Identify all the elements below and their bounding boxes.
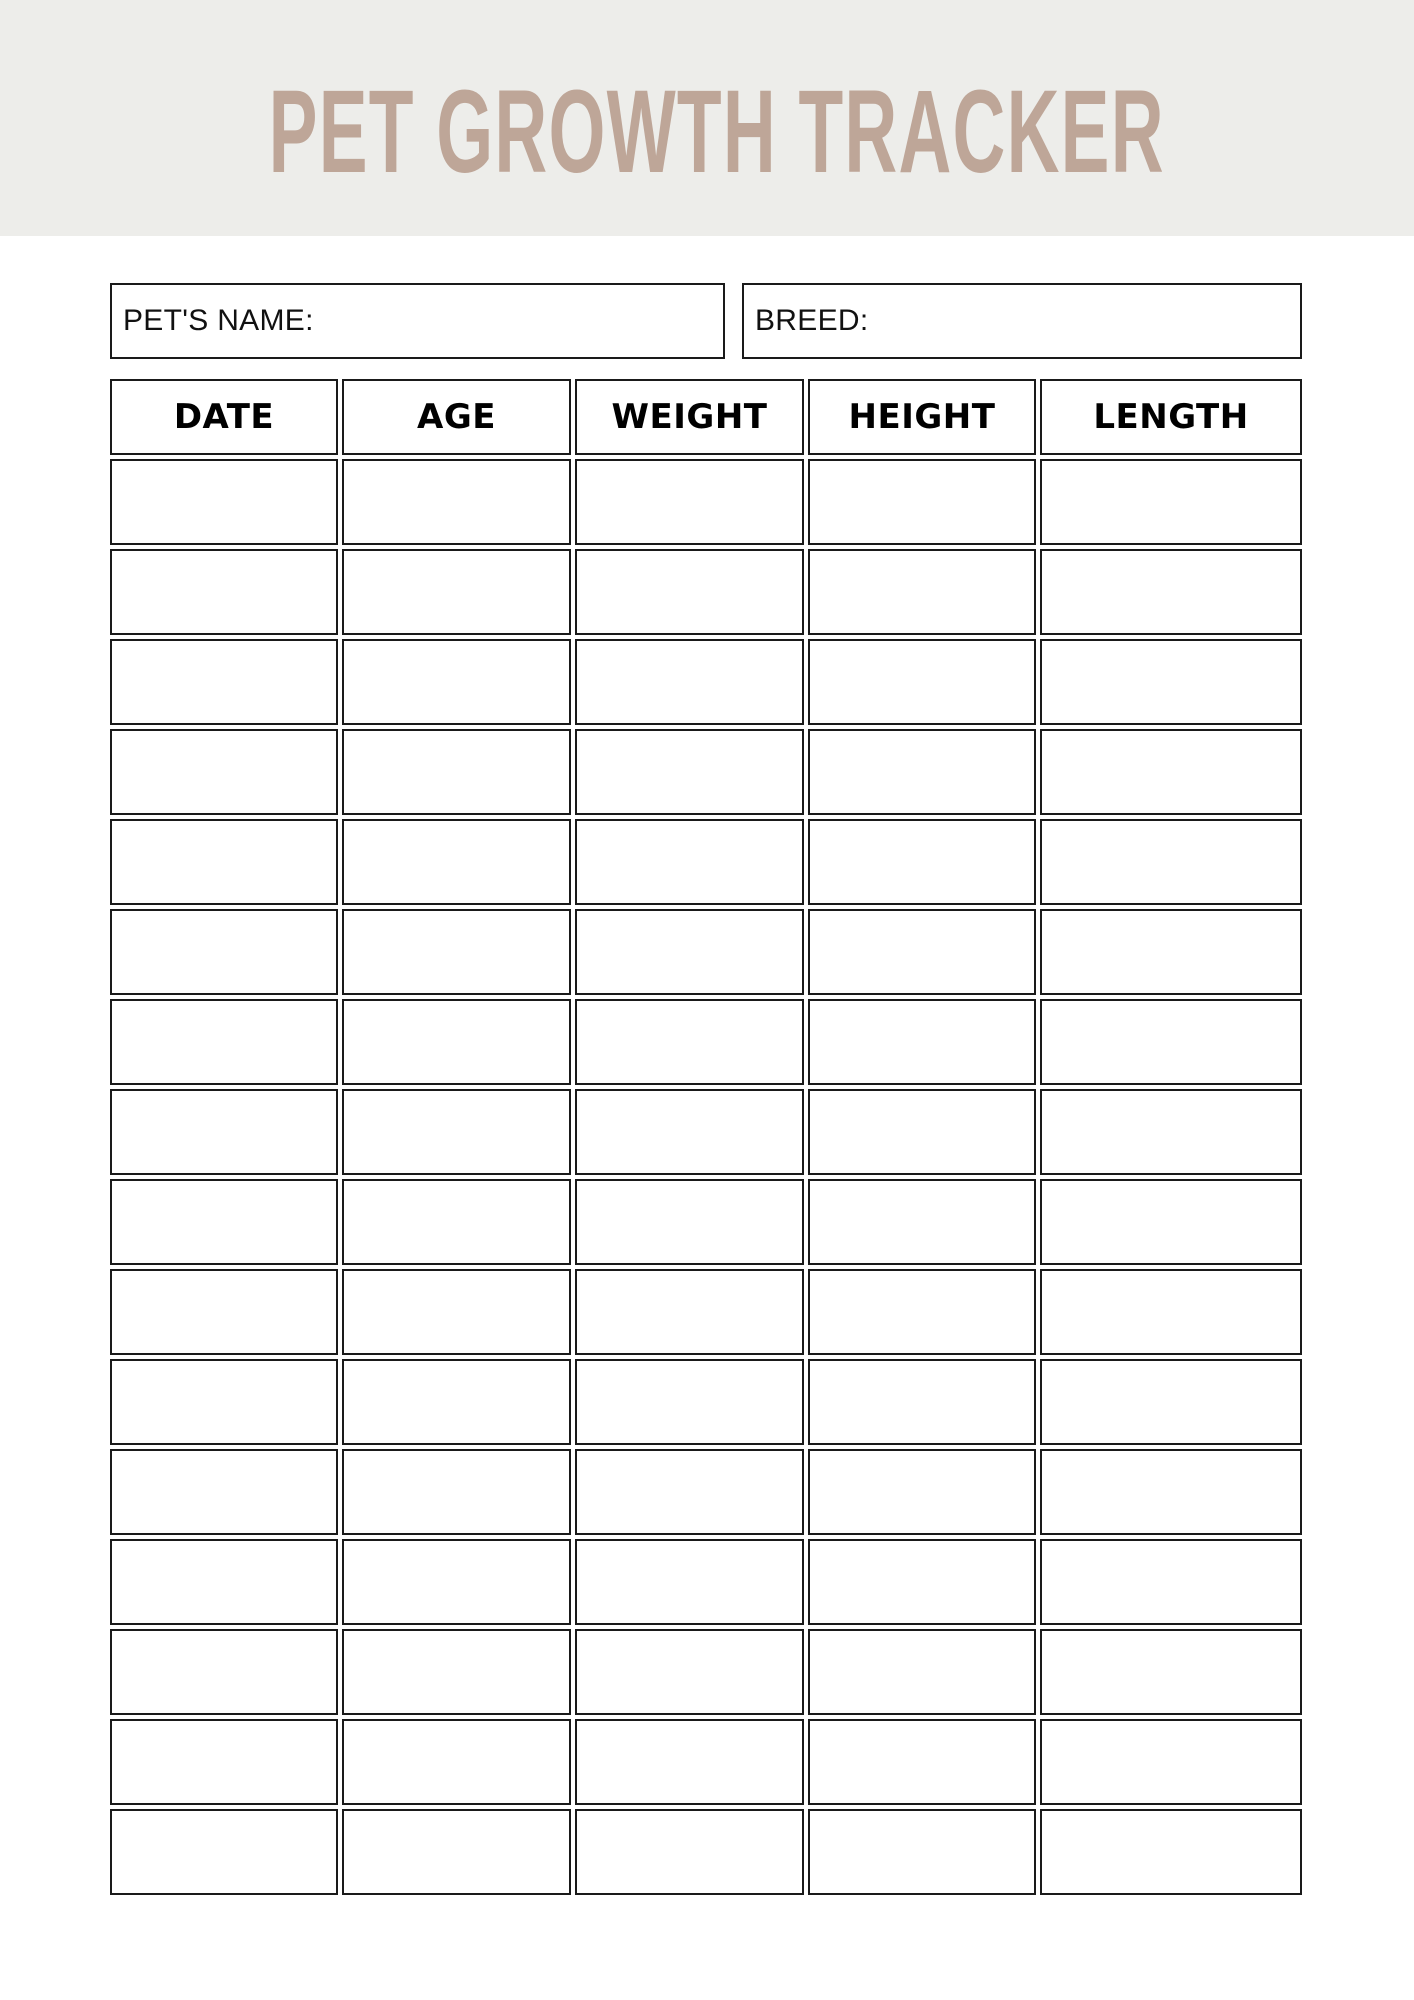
entry-cell-length[interactable] — [1040, 1719, 1302, 1805]
entry-cell-length[interactable] — [1040, 909, 1302, 995]
entry-cell-date[interactable] — [110, 549, 338, 635]
entry-cell-length[interactable] — [1040, 1629, 1302, 1715]
entry-cell-weight[interactable] — [575, 999, 804, 1085]
entry-cell-age[interactable] — [342, 909, 571, 995]
entry-cell-height[interactable] — [808, 1089, 1036, 1175]
entry-cell-height[interactable] — [808, 1809, 1036, 1895]
entry-cell-weight[interactable] — [575, 1719, 804, 1805]
entry-cell-date[interactable] — [110, 459, 338, 545]
page-title: PET GROWTH TRACKER — [268, 66, 1165, 198]
entry-cell-height[interactable] — [808, 639, 1036, 725]
entry-cell-height[interactable] — [808, 1359, 1036, 1445]
entry-cell-length[interactable] — [1040, 1269, 1302, 1355]
column-header-length: LENGTH — [1040, 379, 1302, 455]
entry-cell-date[interactable] — [110, 1179, 338, 1265]
pet-name-label: PET'S NAME: — [123, 304, 314, 337]
header-band — [0, 0, 1414, 236]
entry-cell-weight[interactable] — [575, 1089, 804, 1175]
entry-cell-age[interactable] — [342, 1089, 571, 1175]
entry-cell-height[interactable] — [808, 729, 1036, 815]
entry-cell-date[interactable] — [110, 1089, 338, 1175]
entry-cell-height[interactable] — [808, 1269, 1036, 1355]
entry-cell-age[interactable] — [342, 1179, 571, 1265]
entry-cell-length[interactable] — [1040, 1359, 1302, 1445]
entry-cell-height[interactable] — [808, 1449, 1036, 1535]
entry-cell-length[interactable] — [1040, 639, 1302, 725]
entry-cell-height[interactable] — [808, 999, 1036, 1085]
entry-cell-length[interactable] — [1040, 999, 1302, 1085]
entry-cell-date[interactable] — [110, 909, 338, 995]
entry-cell-length[interactable] — [1040, 1539, 1302, 1625]
entry-cell-length[interactable] — [1040, 1179, 1302, 1265]
entry-cell-height[interactable] — [808, 1629, 1036, 1715]
entry-cell-height[interactable] — [808, 549, 1036, 635]
entry-cell-date[interactable] — [110, 1719, 338, 1805]
entry-cell-height[interactable] — [808, 909, 1036, 995]
entry-cell-length[interactable] — [1040, 1809, 1302, 1895]
entry-cell-weight[interactable] — [575, 1179, 804, 1265]
entry-cell-age[interactable] — [342, 999, 571, 1085]
entry-cell-length[interactable] — [1040, 819, 1302, 905]
pet-name-field[interactable] — [110, 283, 725, 359]
entry-cell-weight[interactable] — [575, 1809, 804, 1895]
entry-cell-date[interactable] — [110, 1809, 338, 1895]
breed-field[interactable] — [742, 283, 1302, 359]
entry-cell-date[interactable] — [110, 999, 338, 1085]
column-header-weight: WEIGHT — [575, 379, 804, 455]
entry-cell-weight[interactable] — [575, 549, 804, 635]
entry-cell-date[interactable] — [110, 819, 338, 905]
entry-cell-weight[interactable] — [575, 1629, 804, 1715]
entry-cell-length[interactable] — [1040, 729, 1302, 815]
entry-cell-weight[interactable] — [575, 1539, 804, 1625]
entry-cell-age[interactable] — [342, 729, 571, 815]
entry-cell-height[interactable] — [808, 1539, 1036, 1625]
entry-cell-weight[interactable] — [575, 1449, 804, 1535]
entry-cell-age[interactable] — [342, 819, 571, 905]
entry-cell-weight[interactable] — [575, 909, 804, 995]
entry-cell-date[interactable] — [110, 1269, 338, 1355]
entry-cell-age[interactable] — [342, 1629, 571, 1715]
entry-cell-weight[interactable] — [575, 1359, 804, 1445]
breed-label: BREED: — [755, 304, 869, 337]
entry-cell-weight[interactable] — [575, 459, 804, 545]
entry-cell-weight[interactable] — [575, 639, 804, 725]
entry-cell-length[interactable] — [1040, 1089, 1302, 1175]
entry-cell-height[interactable] — [808, 819, 1036, 905]
entry-cell-weight[interactable] — [575, 1269, 804, 1355]
entry-cell-age[interactable] — [342, 1449, 571, 1535]
entry-cell-age[interactable] — [342, 1359, 571, 1445]
entry-cell-date[interactable] — [110, 1629, 338, 1715]
entry-cell-age[interactable] — [342, 459, 571, 545]
entry-cell-age[interactable] — [342, 1269, 571, 1355]
entry-cell-age[interactable] — [342, 639, 571, 725]
entry-cell-height[interactable] — [808, 1719, 1036, 1805]
entry-cell-age[interactable] — [342, 1719, 571, 1805]
column-header-age: AGE — [342, 379, 571, 455]
entry-cell-height[interactable] — [808, 1179, 1036, 1265]
entry-cell-date[interactable] — [110, 729, 338, 815]
entry-cell-date[interactable] — [110, 1539, 338, 1625]
entry-cell-weight[interactable] — [575, 729, 804, 815]
column-header-date: DATE — [110, 379, 338, 455]
entry-cell-height[interactable] — [808, 459, 1036, 545]
entry-cell-length[interactable] — [1040, 459, 1302, 545]
entry-cell-age[interactable] — [342, 549, 571, 635]
entry-cell-date[interactable] — [110, 639, 338, 725]
entry-cell-date[interactable] — [110, 1359, 338, 1445]
entry-cell-length[interactable] — [1040, 549, 1302, 635]
entry-cell-length[interactable] — [1040, 1449, 1302, 1535]
entry-cell-weight[interactable] — [575, 819, 804, 905]
entry-cell-age[interactable] — [342, 1809, 571, 1895]
column-header-height: HEIGHT — [808, 379, 1036, 455]
entry-cell-date[interactable] — [110, 1449, 338, 1535]
entry-cell-age[interactable] — [342, 1539, 571, 1625]
